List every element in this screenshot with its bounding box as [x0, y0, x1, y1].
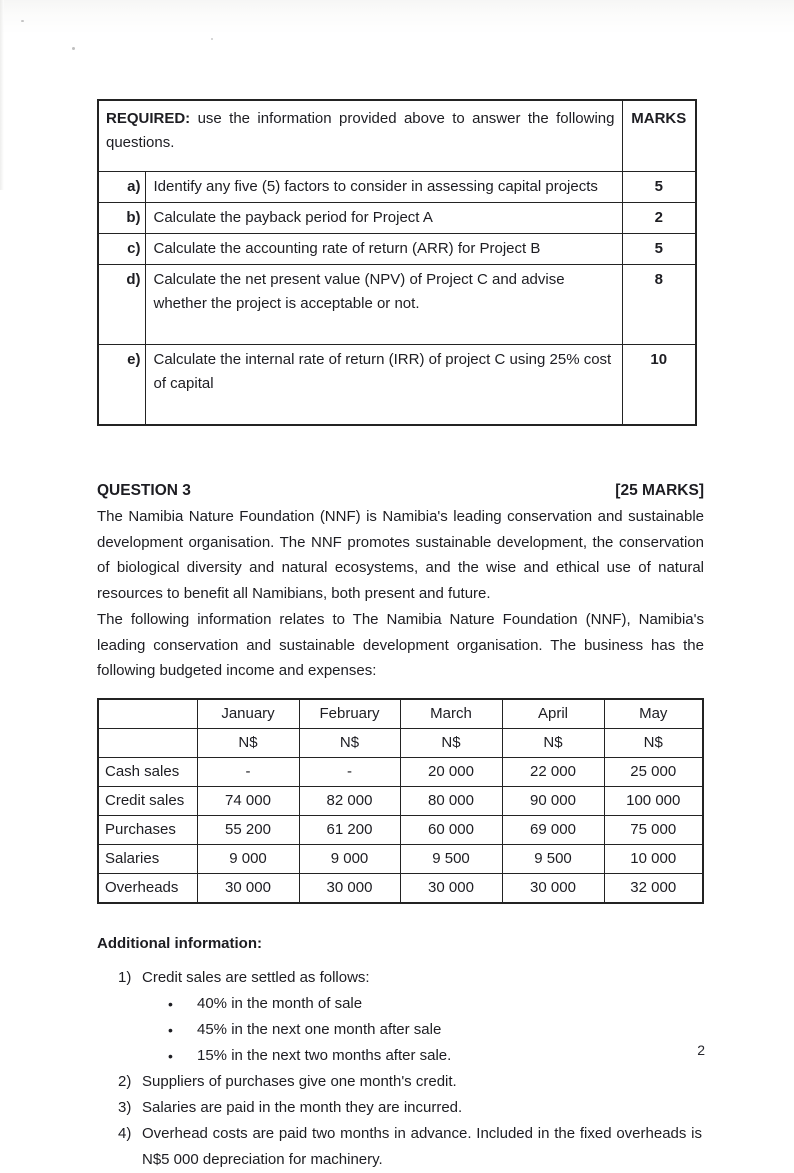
bullet-text: 40% in the month of sale	[197, 994, 363, 1012]
value-cell: 74 000	[197, 786, 299, 815]
bullet-icon: •	[168, 995, 173, 1012]
value-cell: 30 000	[197, 873, 299, 903]
value-cell: 69 000	[502, 815, 604, 844]
table-row	[98, 873, 703, 903]
item-text: Credit sales are settled as follows:	[142, 968, 370, 986]
list-item	[97, 1069, 704, 1095]
list-item	[97, 991, 704, 1017]
scan-speck	[72, 47, 75, 50]
question-marks: 2	[622, 203, 696, 234]
question-text: Calculate the accounting rate of return (ARR) for Project B	[145, 234, 622, 265]
scan-edge-artifact	[0, 0, 794, 34]
table-row	[98, 203, 696, 234]
question-letter: e)	[98, 345, 145, 426]
question3-paragraph-2: The following information relates to The Namibia Nature Foundation (NNF), Namibia's leading conservation and sustainable development organisation. The business has the following budgeted income and expenses:	[97, 611, 704, 679]
item-text: Salaries are paid in the month they are incurred.	[142, 1098, 463, 1116]
question-text: Calculate the net present value (NPV) of Project C and advise whether the project is acceptable or not.	[145, 265, 622, 345]
question-marks: 8	[622, 265, 696, 345]
question-text: Identify any five (5) factors to consider in assessing capital projects	[145, 172, 622, 203]
value-cell: 80 000	[400, 786, 502, 815]
value-cell: 20 000	[400, 757, 502, 786]
list-item	[97, 1017, 704, 1043]
value-cell: -	[299, 757, 400, 786]
row-label: Cash sales	[98, 757, 197, 786]
value-cell: 9 000	[197, 844, 299, 873]
list-item	[97, 1095, 704, 1121]
currency-cell: N$	[400, 728, 502, 757]
table-row	[98, 345, 696, 426]
corner-cell	[98, 699, 197, 729]
additional-info-list	[97, 965, 704, 1173]
marks-column-header: MARKS	[622, 100, 696, 172]
value-cell: 55 200	[197, 815, 299, 844]
question3-heading	[97, 478, 704, 504]
list-item	[97, 1043, 704, 1069]
value-cell: 10 000	[604, 844, 703, 873]
value-cell: 61 200	[299, 815, 400, 844]
row-label: Salaries	[98, 844, 197, 873]
month-header: April	[502, 699, 604, 729]
budget-table	[97, 698, 704, 904]
value-cell: 75 000	[604, 815, 703, 844]
value-cell: -	[197, 757, 299, 786]
question-text: Calculate the payback period for Project A	[145, 203, 622, 234]
currency-cell: N$	[604, 728, 703, 757]
currency-cell: N$	[502, 728, 604, 757]
table-row	[98, 786, 703, 815]
month-header: March	[400, 699, 502, 729]
month-header: February	[299, 699, 400, 729]
row-label: Purchases	[98, 815, 197, 844]
table-row	[98, 844, 703, 873]
bullet-text: 45% in the next one month after sale	[197, 1020, 442, 1038]
value-cell: 100 000	[604, 786, 703, 815]
scan-speck	[211, 38, 213, 40]
question3-total-marks: [25 MARKS]	[615, 482, 704, 499]
value-cell: 30 000	[400, 873, 502, 903]
value-cell: 9 500	[400, 844, 502, 873]
required-header-text: use the information provided above to answer the following questions.	[106, 110, 615, 151]
question-marks: 5	[622, 234, 696, 265]
required-header-cell	[98, 100, 622, 172]
value-cell: 60 000	[400, 815, 502, 844]
question-letter: d)	[98, 265, 145, 345]
row-label: Overheads	[98, 873, 197, 903]
item-number: 3)	[118, 1098, 132, 1116]
question-letter: a)	[98, 172, 145, 203]
item-number: 2)	[118, 1072, 132, 1090]
value-cell: 25 000	[604, 757, 703, 786]
budget-month-header-row	[98, 699, 703, 729]
scan-speck	[21, 20, 24, 22]
table-header-row	[98, 100, 696, 172]
currency-cell: N$	[197, 728, 299, 757]
question-text: Calculate the internal rate of return (IRR) of project C using 25% cost of capital	[145, 345, 622, 426]
value-cell: 9 500	[502, 844, 604, 873]
row-label: Credit sales	[98, 786, 197, 815]
question-marks: 10	[622, 345, 696, 426]
value-cell: 30 000	[502, 873, 604, 903]
value-cell: 90 000	[502, 786, 604, 815]
item-number: 1)	[118, 968, 132, 986]
item-number: 4)	[118, 1124, 132, 1142]
required-marks-table	[97, 99, 697, 426]
currency-cell: N$	[299, 728, 400, 757]
additional-info-heading: Additional information:	[97, 934, 262, 952]
item-text: Overhead costs are paid two months in advance. Included in the fixed overheads is N$5 000 depreciation for machinery.	[142, 1124, 702, 1168]
table-row	[98, 757, 703, 786]
budget-currency-row	[98, 728, 703, 757]
question-letter: b)	[98, 203, 145, 234]
page-number: 2	[697, 1042, 705, 1058]
corner-cell	[98, 728, 197, 757]
month-header: January	[197, 699, 299, 729]
list-item	[97, 965, 704, 991]
required-label: REQUIRED:	[106, 110, 191, 127]
question-letter: c)	[98, 234, 145, 265]
table-row	[98, 265, 696, 345]
value-cell: 30 000	[299, 873, 400, 903]
question3-title: QUESTION 3	[97, 482, 191, 499]
table-row	[98, 234, 696, 265]
value-cell: 32 000	[604, 873, 703, 903]
bullet-icon: •	[168, 1021, 173, 1038]
question3-paragraph-1: The Namibia Nature Foundation (NNF) is Namibia's leading conservation and sustainable development organisation. The NNF promotes sustainable development, the conservation of biological diversity and natural ecosystems, and the wise and ethical use of natural resources to benefit all Namibians, both present and future.	[97, 508, 704, 602]
item-text: Suppliers of purchases give one month's credit.	[142, 1072, 457, 1090]
table-row	[98, 815, 703, 844]
table-row	[98, 172, 696, 203]
value-cell: 22 000	[502, 757, 604, 786]
list-item	[97, 1121, 704, 1173]
value-cell: 82 000	[299, 786, 400, 815]
bullet-text: 15% in the next two months after sale.	[197, 1046, 452, 1064]
value-cell: 9 000	[299, 844, 400, 873]
question-marks: 5	[622, 172, 696, 203]
bullet-icon: •	[168, 1047, 173, 1064]
page-content	[97, 99, 704, 1173]
scan-edge-artifact	[0, 0, 4, 190]
month-header: May	[604, 699, 703, 729]
